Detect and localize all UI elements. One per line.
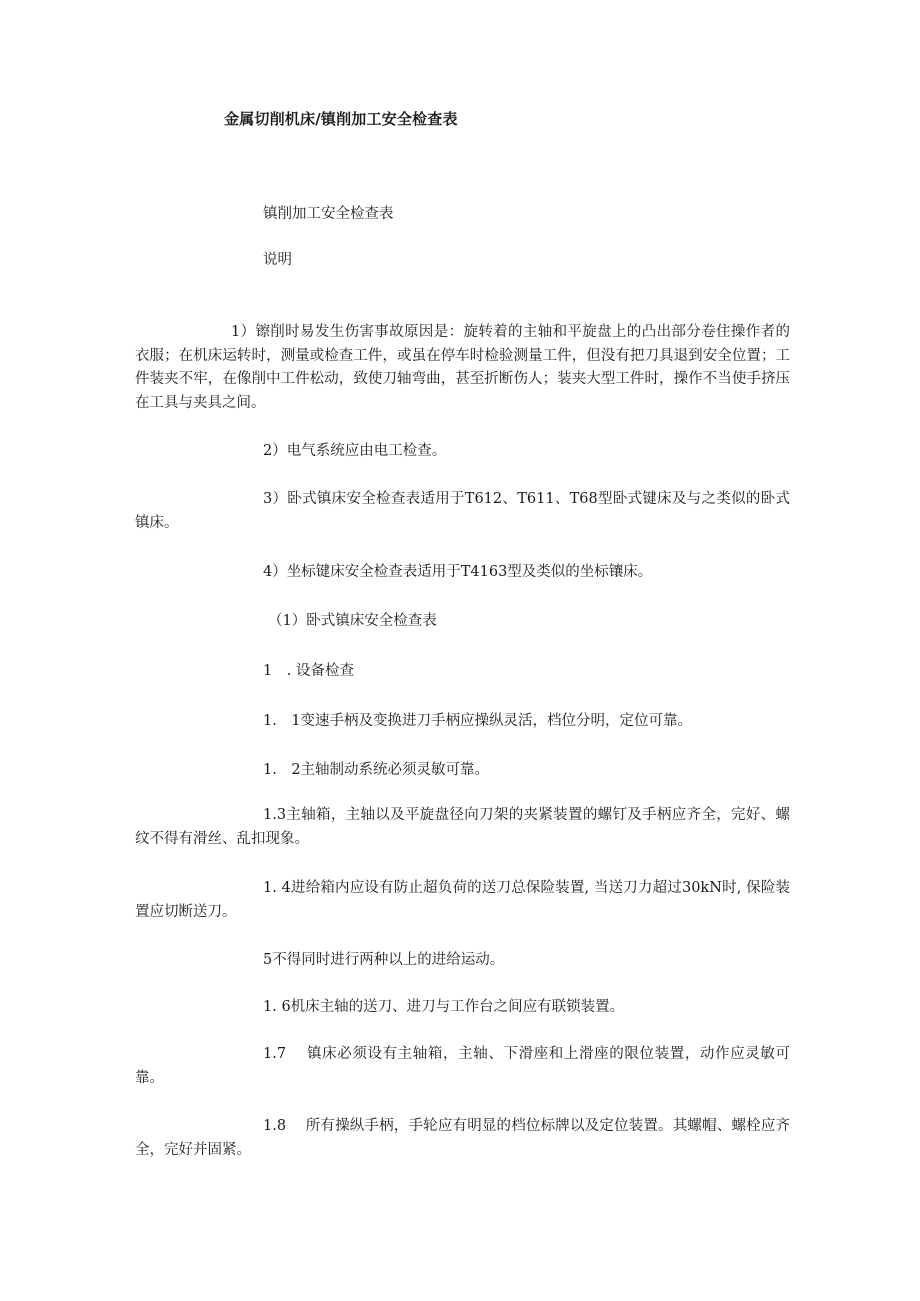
item-1-4: 1. 4进给箱内应设有防止超负荷的送刀总保险装置, 当送刀力超过30kN时, 保险装置应切断送刀。 xyxy=(135,880,790,920)
item-1-7: 1.7 镇床必须设有主轴箱，主轴、下滑座和上滑座的限位装置，动作应灵敏可靠。 xyxy=(135,1046,790,1086)
document-title: 金属切削机床/镇削加工安全检查表 xyxy=(224,110,458,128)
section-heading: 镇削加工安全检查表 xyxy=(263,206,394,222)
paragraph-coordinate-boring-scope: 4）坐标键床安全检查表适用于T4163型及类似的坐标镶床。 xyxy=(263,564,653,580)
paragraph-horizontal-boring-scope: 3）卧式镇床安全检查表适用于T612、T611、T68型卧式键床及与之类似的卧式镇床。 xyxy=(135,491,790,531)
paragraph-accident-causes: 1）镲削时易发生伤害事故原因是：旋转着的主轴和平旋盘上的凸出部分卷住操作者的衣服；在机床运转时，测量或检查工件，或虽在停车时检验测量工件，但没有把刀具退到安全位置；工件装夹不牢，在像削中工件松动，致使刀轴弯曲，甚至折断伤人；装夹大型工件时，操作不当使手挤压在工具与夹具之间。 xyxy=(135,324,790,411)
item-1-1: 1. 1变速手柄及变换进刀手柄应操纵灵活，档位分明，定位可靠。 xyxy=(263,713,693,729)
equipment-check-heading: 1 . 设备检查 xyxy=(263,663,354,679)
item-1-6: 1. 6机床主轴的送刀、进刀与工作台之间应有联锁装置。 xyxy=(263,999,625,1015)
item-1-8: 1.8 所有操纵手柄，手轮应有明显的档位标牌以及定位装置。其螺帽、螺栓应齐全，完好并固紧。 xyxy=(135,1118,790,1158)
item-1-3: 1.3主轴箱，主轴以及平旋盘径向刀架的夹紧装置的螺钉及手柄应齐全，完好、螺纹不得有滑丝、乱扣现象。 xyxy=(135,807,790,847)
subsection-heading: （1）卧式镇床安全检查表 xyxy=(268,613,437,629)
item-1-5: 5不得同时进行两种以上的进给运动。 xyxy=(263,952,505,968)
item-1-2: 1. 2主轴制动系统必须灵敏可靠。 xyxy=(263,762,490,778)
paragraph-electrical-check: 2）电气系统应由电工检查。 xyxy=(263,443,447,459)
explanation-heading: 说明 xyxy=(263,252,292,268)
